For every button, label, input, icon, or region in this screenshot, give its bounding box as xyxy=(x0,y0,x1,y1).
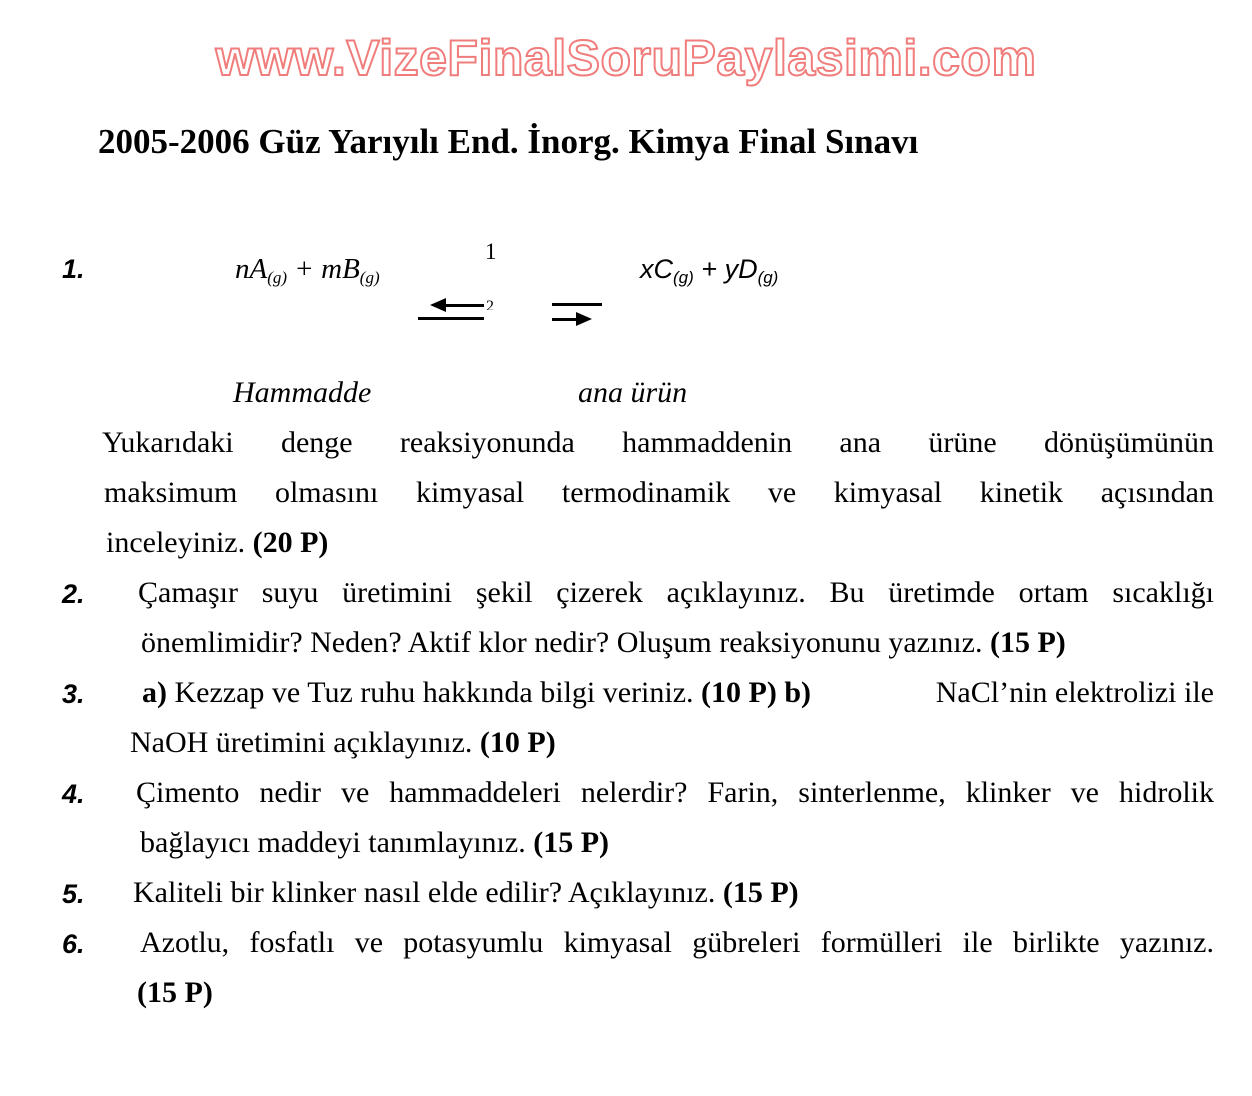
question-3-line-2 xyxy=(130,728,556,758)
question-2-line-1: Çamaşır suyu üretimini şekil çizerek açıklayınız. Bu üretimde ortam sıcaklığı xyxy=(138,576,1214,609)
points-label: (20 P) xyxy=(252,526,329,559)
question-text: Kaliteli bir klinker nasıl elde edilir? Açıklayınız. xyxy=(133,876,723,909)
question-number-4: 4. xyxy=(62,779,85,809)
question-text: inceleyiniz. xyxy=(106,526,253,559)
question-6-line-2 xyxy=(137,978,213,1008)
points-label: (15 P) xyxy=(533,826,610,859)
page-title: 2005-2006 Güz Yarıyılı End. İnorg. Kimya Final Sınavı xyxy=(98,122,919,161)
label-hammadde: Hammadde xyxy=(233,376,372,409)
question-number-3: 3. xyxy=(62,679,85,709)
question-1-line-2: maksimum olmasını kimyasal termodinamik ve kimyasal kinetik açısından xyxy=(104,476,1214,509)
question-5-line-1 xyxy=(133,878,799,908)
product-d: yD xyxy=(724,254,758,284)
question-4-line-1: Çimento nedir ve hammaddeleri nelerdir? Farin, sinterlenme, klinker ve hidrolik xyxy=(136,776,1214,809)
phase-label: (g) xyxy=(757,268,779,287)
arrow-label-2: 2 xyxy=(486,298,494,310)
products xyxy=(640,254,778,293)
question-text: önemlimidir? Neden? Aktif klor nedir? Oluşum reaksiyonunu yazınız. xyxy=(141,626,990,659)
watermark: www.VizeFinalSoruPaylasimi.com xyxy=(215,30,1037,86)
question-number-2: 2. xyxy=(62,579,85,609)
question-1-line-3 xyxy=(106,528,328,558)
reactant-a: nA xyxy=(235,253,268,285)
reactant-b: mB xyxy=(321,253,360,285)
question-text: NaCl’nin elektrolizi ile xyxy=(935,676,1214,709)
points-label: (15 P) xyxy=(137,976,213,1009)
arrow-label-1: 1 xyxy=(485,239,497,264)
product-c: xC xyxy=(640,254,673,284)
question-text: Kezzap ve Tuz ruhu hakkında bilgi veriniz. xyxy=(167,676,702,709)
points-label: (10 P) xyxy=(479,726,556,759)
points-label: (15 P) xyxy=(989,626,1066,659)
plus-sign: + xyxy=(287,253,322,285)
question-number-5: 5. xyxy=(62,879,85,909)
points-label: (10 P) b) xyxy=(701,676,812,709)
question-4-line-2 xyxy=(140,828,609,858)
question-6-line-1: Azotlu, fosfatlı ve potasyumlu kimyasal gübreleri formülleri ile birlikte yazınız. xyxy=(140,926,1214,959)
phase-label: (g) xyxy=(267,268,288,287)
label-ana-urun: ana ürün xyxy=(578,376,688,409)
question-3-line-1 xyxy=(142,678,1214,708)
question-text: bağlayıcı maddeyi tanımlayınız. xyxy=(140,826,534,859)
reactants xyxy=(235,254,380,293)
question-number-1: 1. xyxy=(62,254,85,284)
points-label: (15 P) xyxy=(722,876,799,909)
plus-sign: + xyxy=(693,254,725,284)
phase-label: (g) xyxy=(359,268,380,287)
question-1-line-1: Yukarıdaki denge reaksiyonunda hammaddenin ana ürüne dönüşümünün xyxy=(102,426,1214,459)
question-number-6: 6. xyxy=(62,929,85,959)
question-2-line-2 xyxy=(141,628,1066,658)
question-text: NaOH üretimini açıklayınız. xyxy=(130,726,480,759)
phase-label: (g) xyxy=(673,268,694,287)
part-label: a) xyxy=(142,676,167,709)
